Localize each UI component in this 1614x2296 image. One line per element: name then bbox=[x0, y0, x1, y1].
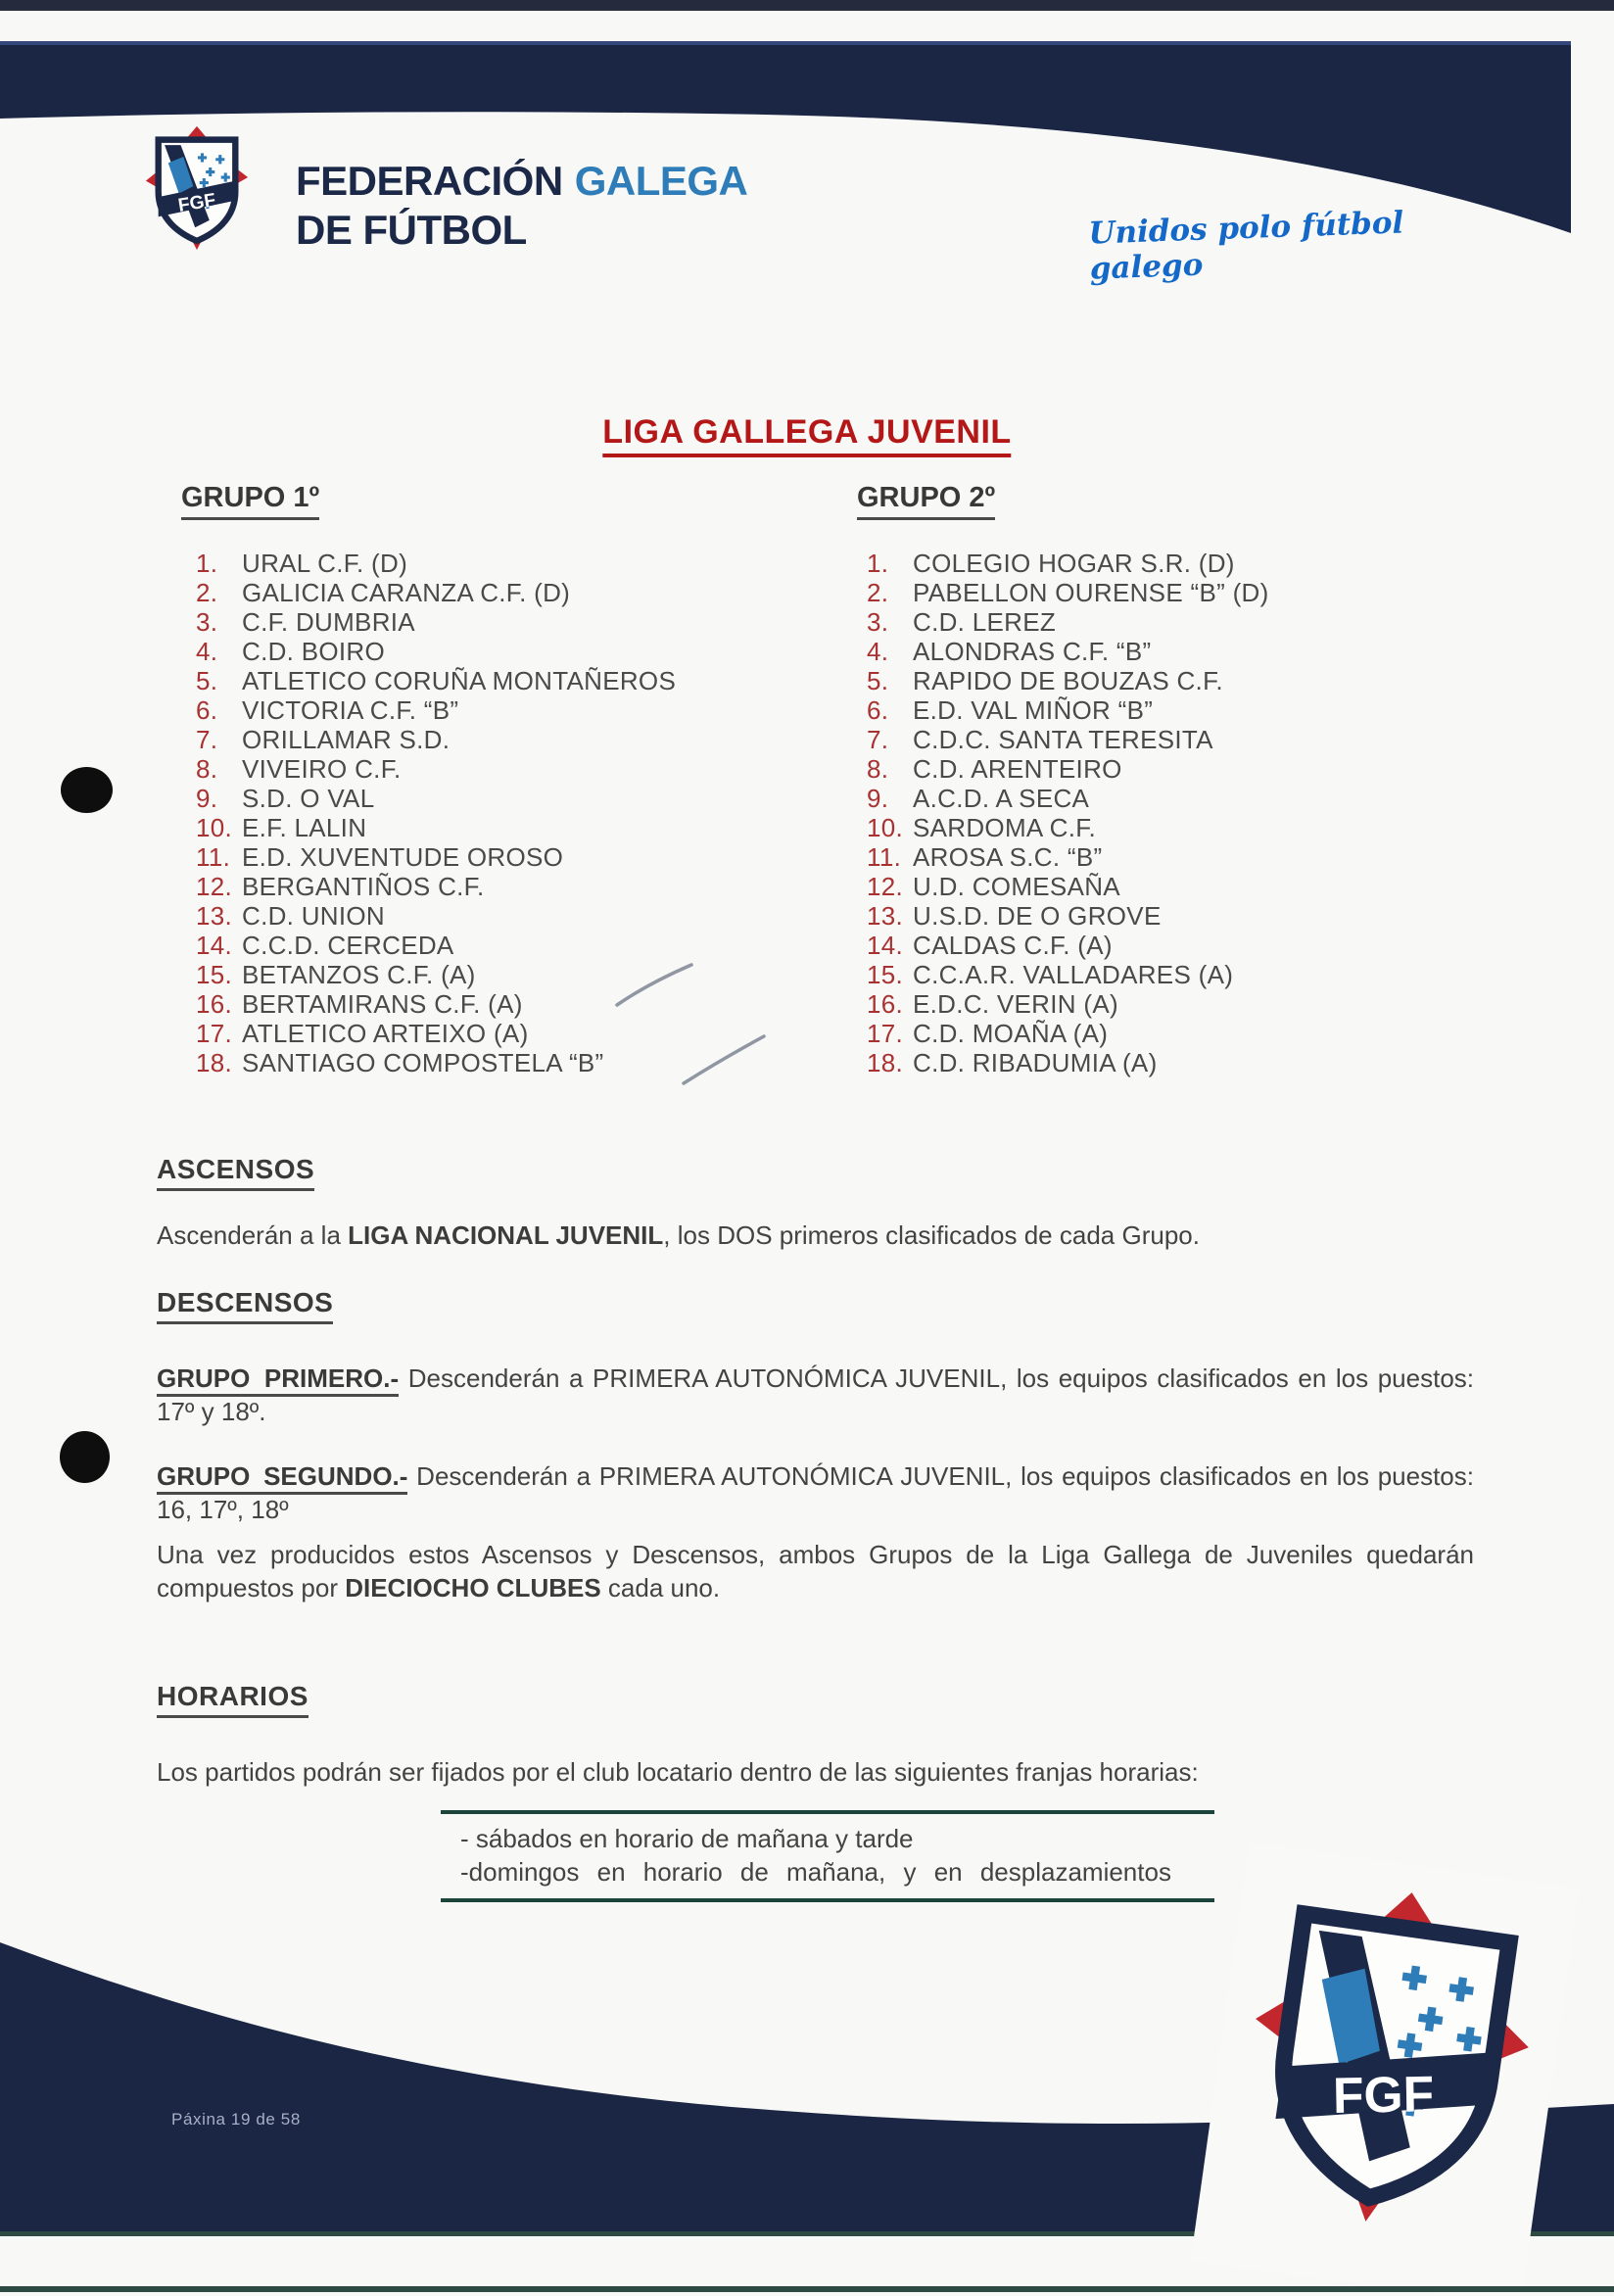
team-name: RAPIDO DE BOUZAS C.F. bbox=[913, 666, 1223, 695]
list-item bbox=[196, 842, 823, 872]
ascensos-paragraph bbox=[157, 1219, 1474, 1252]
list-item bbox=[196, 872, 823, 901]
team-name: GALICIA CARANZA C.F. (D) bbox=[242, 578, 571, 607]
list-item-number: 5. bbox=[867, 666, 889, 695]
list-item bbox=[196, 931, 823, 960]
schedule-box bbox=[441, 1810, 1214, 1902]
team-name: S.D. O VAL bbox=[242, 784, 375, 813]
list-item bbox=[867, 842, 1494, 872]
team-name: BERTAMIRANS C.F. (A) bbox=[242, 989, 523, 1019]
list-item-number: 13. bbox=[196, 901, 233, 931]
list-item-number: 13. bbox=[867, 901, 904, 931]
list-item-number: 5. bbox=[196, 666, 218, 695]
punch-hole-top bbox=[61, 767, 113, 813]
list-item bbox=[867, 549, 1494, 578]
list-item-number: 4. bbox=[196, 637, 218, 666]
list-item-number: 1. bbox=[867, 549, 889, 578]
list-item-number: 8. bbox=[867, 754, 889, 784]
team-name: E.D. XUVENTUDE OROSO bbox=[242, 842, 564, 872]
list-item bbox=[196, 813, 823, 842]
team-name: U.S.D. DE O GROVE bbox=[913, 901, 1162, 931]
list-item bbox=[196, 607, 823, 637]
team-name: URAL C.F. (D) bbox=[242, 549, 408, 578]
resumen-text-post: cada uno. bbox=[600, 1573, 721, 1602]
schedule-slot-sunday: -domingos en horario de mañana, y en desplazamientos bbox=[460, 1857, 1171, 1887]
list-item bbox=[867, 754, 1494, 784]
list-item-number: 2. bbox=[867, 578, 889, 607]
list-item bbox=[867, 1048, 1494, 1077]
team-name: SANTIAGO COMPOSTELA “B” bbox=[242, 1048, 604, 1077]
list-item-number: 14. bbox=[196, 931, 233, 960]
wordmark-line1 bbox=[296, 157, 747, 206]
list-item bbox=[867, 931, 1494, 960]
list-item-number: 16. bbox=[867, 989, 904, 1019]
team-name: E.D.C. VERIN (A) bbox=[913, 989, 1118, 1019]
list-item bbox=[196, 637, 823, 666]
group-1-team-list bbox=[196, 549, 823, 1077]
team-name: C.D. RIBADUMIA (A) bbox=[913, 1048, 1158, 1077]
team-name: C.C.D. CERCEDA bbox=[242, 931, 454, 960]
team-name: ORILLAMAR S.D. bbox=[242, 725, 451, 754]
ascensos-heading: ASCENSOS bbox=[157, 1154, 314, 1191]
list-item-number: 18. bbox=[196, 1048, 233, 1077]
ascensos-text-post: , los DOS primeros clasificados de cada Grupo. bbox=[663, 1220, 1200, 1250]
team-name: E.D. VAL MIÑOR “B” bbox=[913, 695, 1154, 725]
schedule-slot-saturday: - sábados en horario de mañana y tarde bbox=[460, 1824, 914, 1853]
team-name: C.D. MOAÑA (A) bbox=[913, 1019, 1109, 1048]
team-name: C.F. DUMBRIA bbox=[242, 607, 415, 637]
list-item-number: 12. bbox=[867, 872, 904, 901]
group-1-heading: GRUPO 1º bbox=[181, 482, 319, 520]
fgf-shield-icon bbox=[143, 125, 251, 251]
list-item-number: 9. bbox=[196, 784, 218, 813]
ascensos-text-pre: Ascenderán a la bbox=[157, 1220, 349, 1250]
federation-logo bbox=[143, 125, 251, 251]
list-item-number: 15. bbox=[196, 960, 233, 989]
list-item bbox=[867, 960, 1494, 989]
list-item-number: 7. bbox=[196, 725, 218, 754]
team-name: ATLETICO ARTEIXO (A) bbox=[242, 1019, 529, 1048]
team-name: ALONDRAS C.F. “B” bbox=[913, 637, 1152, 666]
list-item-number: 3. bbox=[196, 607, 218, 637]
list-item bbox=[867, 578, 1494, 607]
team-name: C.C.A.R. VALLADARES (A) bbox=[913, 960, 1234, 989]
grupo-primero-label: GRUPO PRIMERO.- bbox=[157, 1363, 399, 1397]
list-item bbox=[196, 1048, 823, 1077]
list-item bbox=[867, 813, 1494, 842]
list-item bbox=[867, 695, 1494, 725]
list-item bbox=[867, 989, 1494, 1019]
list-item-number: 11. bbox=[196, 842, 231, 872]
wordmark-line2: DE FÚTBOL bbox=[296, 207, 527, 253]
list-item bbox=[196, 725, 823, 754]
grupo-segundo-paragraph bbox=[157, 1459, 1474, 1526]
list-item bbox=[196, 695, 823, 725]
team-name: U.D. COMESAÑA bbox=[913, 872, 1120, 901]
team-name: C.D. UNION bbox=[242, 901, 385, 931]
list-item bbox=[196, 549, 823, 578]
horarios-intro: Los partidos podrán ser fijados por el club locatario dentro de las siguientes franjas horarias: bbox=[157, 1757, 1199, 1787]
page-number: Páxina 19 de 58 bbox=[171, 2110, 301, 2129]
list-item bbox=[196, 960, 823, 989]
list-item bbox=[867, 872, 1494, 901]
group-2-heading: GRUPO 2º bbox=[857, 482, 995, 520]
list-item-number: 14. bbox=[867, 931, 904, 960]
list-item bbox=[867, 784, 1494, 813]
grupo-primero-text: Descenderán a PRIMERA AUTONÓMICA JUVENIL, los equipos clasificados en los puestos: 17º y 18º. bbox=[157, 1363, 1475, 1426]
list-item-number: 11. bbox=[867, 842, 902, 872]
team-name: VICTORIA C.F. “B” bbox=[242, 695, 459, 725]
list-item-number: 17. bbox=[196, 1019, 233, 1048]
list-item bbox=[867, 607, 1494, 637]
list-item bbox=[196, 578, 823, 607]
grupo-primero-paragraph bbox=[157, 1362, 1474, 1428]
team-name: SARDOMA C.F. bbox=[913, 813, 1097, 842]
list-item bbox=[867, 1019, 1494, 1048]
list-item-number: 10. bbox=[196, 813, 233, 842]
list-item-number: 6. bbox=[867, 695, 889, 725]
list-item-number: 10. bbox=[867, 813, 904, 842]
team-name: C.D. LEREZ bbox=[913, 607, 1057, 637]
wordmark-galega: GALEGA bbox=[574, 158, 748, 204]
team-name: PABELLON OURENSE “B” (D) bbox=[913, 578, 1269, 607]
descensos-heading: DESCENSOS bbox=[157, 1287, 333, 1324]
team-name: VIVEIRO C.F. bbox=[242, 754, 402, 784]
ascensos-text-bold: LIGA NACIONAL JUVENIL bbox=[348, 1220, 664, 1250]
list-item bbox=[196, 666, 823, 695]
list-item bbox=[196, 989, 823, 1019]
list-item bbox=[196, 754, 823, 784]
list-item-number: 16. bbox=[196, 989, 233, 1019]
resumen-text-bold: DIECIOCHO CLUBES bbox=[345, 1573, 601, 1602]
group-2-team-list bbox=[867, 549, 1494, 1077]
list-item-number: 1. bbox=[196, 549, 218, 578]
team-name: E.F. LALIN bbox=[242, 813, 367, 842]
page-bottom-edge bbox=[0, 2286, 1614, 2292]
list-item-number: 2. bbox=[196, 578, 218, 607]
page-title: LIGA GALLEGA JUVENIL bbox=[602, 413, 1011, 457]
list-item bbox=[867, 901, 1494, 931]
federation-tagline: Unidos polo fútbol galego bbox=[1087, 205, 1404, 287]
list-item bbox=[196, 1019, 823, 1048]
list-item-number: 12. bbox=[196, 872, 233, 901]
list-item-number: 9. bbox=[867, 784, 889, 813]
list-item-number: 7. bbox=[867, 725, 889, 754]
team-name: C.D. BOIRO bbox=[242, 637, 386, 666]
federation-wordmark bbox=[296, 157, 747, 255]
list-item bbox=[867, 666, 1494, 695]
list-item-number: 3. bbox=[867, 607, 889, 637]
punch-hole-bottom bbox=[60, 1431, 110, 1483]
grupo-segundo-text: Descenderán a PRIMERA AUTONÓMICA JUVENIL, los equipos clasificados en los puestos: 16, 17º, 18º bbox=[157, 1461, 1474, 1524]
resumen-paragraph bbox=[157, 1538, 1474, 1604]
horarios-heading: HORARIOS bbox=[157, 1681, 309, 1718]
team-name: BETANZOS C.F. (A) bbox=[242, 960, 476, 989]
team-name: COLEGIO HOGAR S.R. (D) bbox=[913, 549, 1235, 578]
wordmark-federacion: FEDERACIÓN bbox=[296, 158, 563, 204]
list-item-number: 8. bbox=[196, 754, 218, 784]
resumen-text-pre: Una vez producidos estos Ascensos y Descensos, ambos Grupos de la Liga Gallega de Juveniles quedarán compuestos por bbox=[157, 1540, 1474, 1602]
grupo-segundo-label: GRUPO SEGUNDO.- bbox=[157, 1461, 407, 1495]
list-item bbox=[867, 637, 1494, 666]
list-item-number: 15. bbox=[867, 960, 904, 989]
list-item bbox=[196, 901, 823, 931]
team-name: C.D.C. SANTA TERESITA bbox=[913, 725, 1213, 754]
team-name: A.C.D. A SECA bbox=[913, 784, 1090, 813]
team-name: BERGANTIÑOS C.F. bbox=[242, 872, 485, 901]
footer-fgf-shield-icon bbox=[1222, 1870, 1556, 2244]
team-name: CALDAS C.F. (A) bbox=[913, 931, 1113, 960]
team-name: AROSA S.C. “B” bbox=[913, 842, 1103, 872]
team-name: ATLETICO CORUÑA MONTAÑEROS bbox=[242, 666, 677, 695]
list-item bbox=[867, 725, 1494, 754]
list-item-number: 17. bbox=[867, 1019, 904, 1048]
list-item-number: 4. bbox=[867, 637, 889, 666]
list-item-number: 6. bbox=[196, 695, 218, 725]
list-item-number: 18. bbox=[867, 1048, 904, 1077]
team-name: C.D. ARENTEIRO bbox=[913, 754, 1122, 784]
list-item bbox=[196, 784, 823, 813]
